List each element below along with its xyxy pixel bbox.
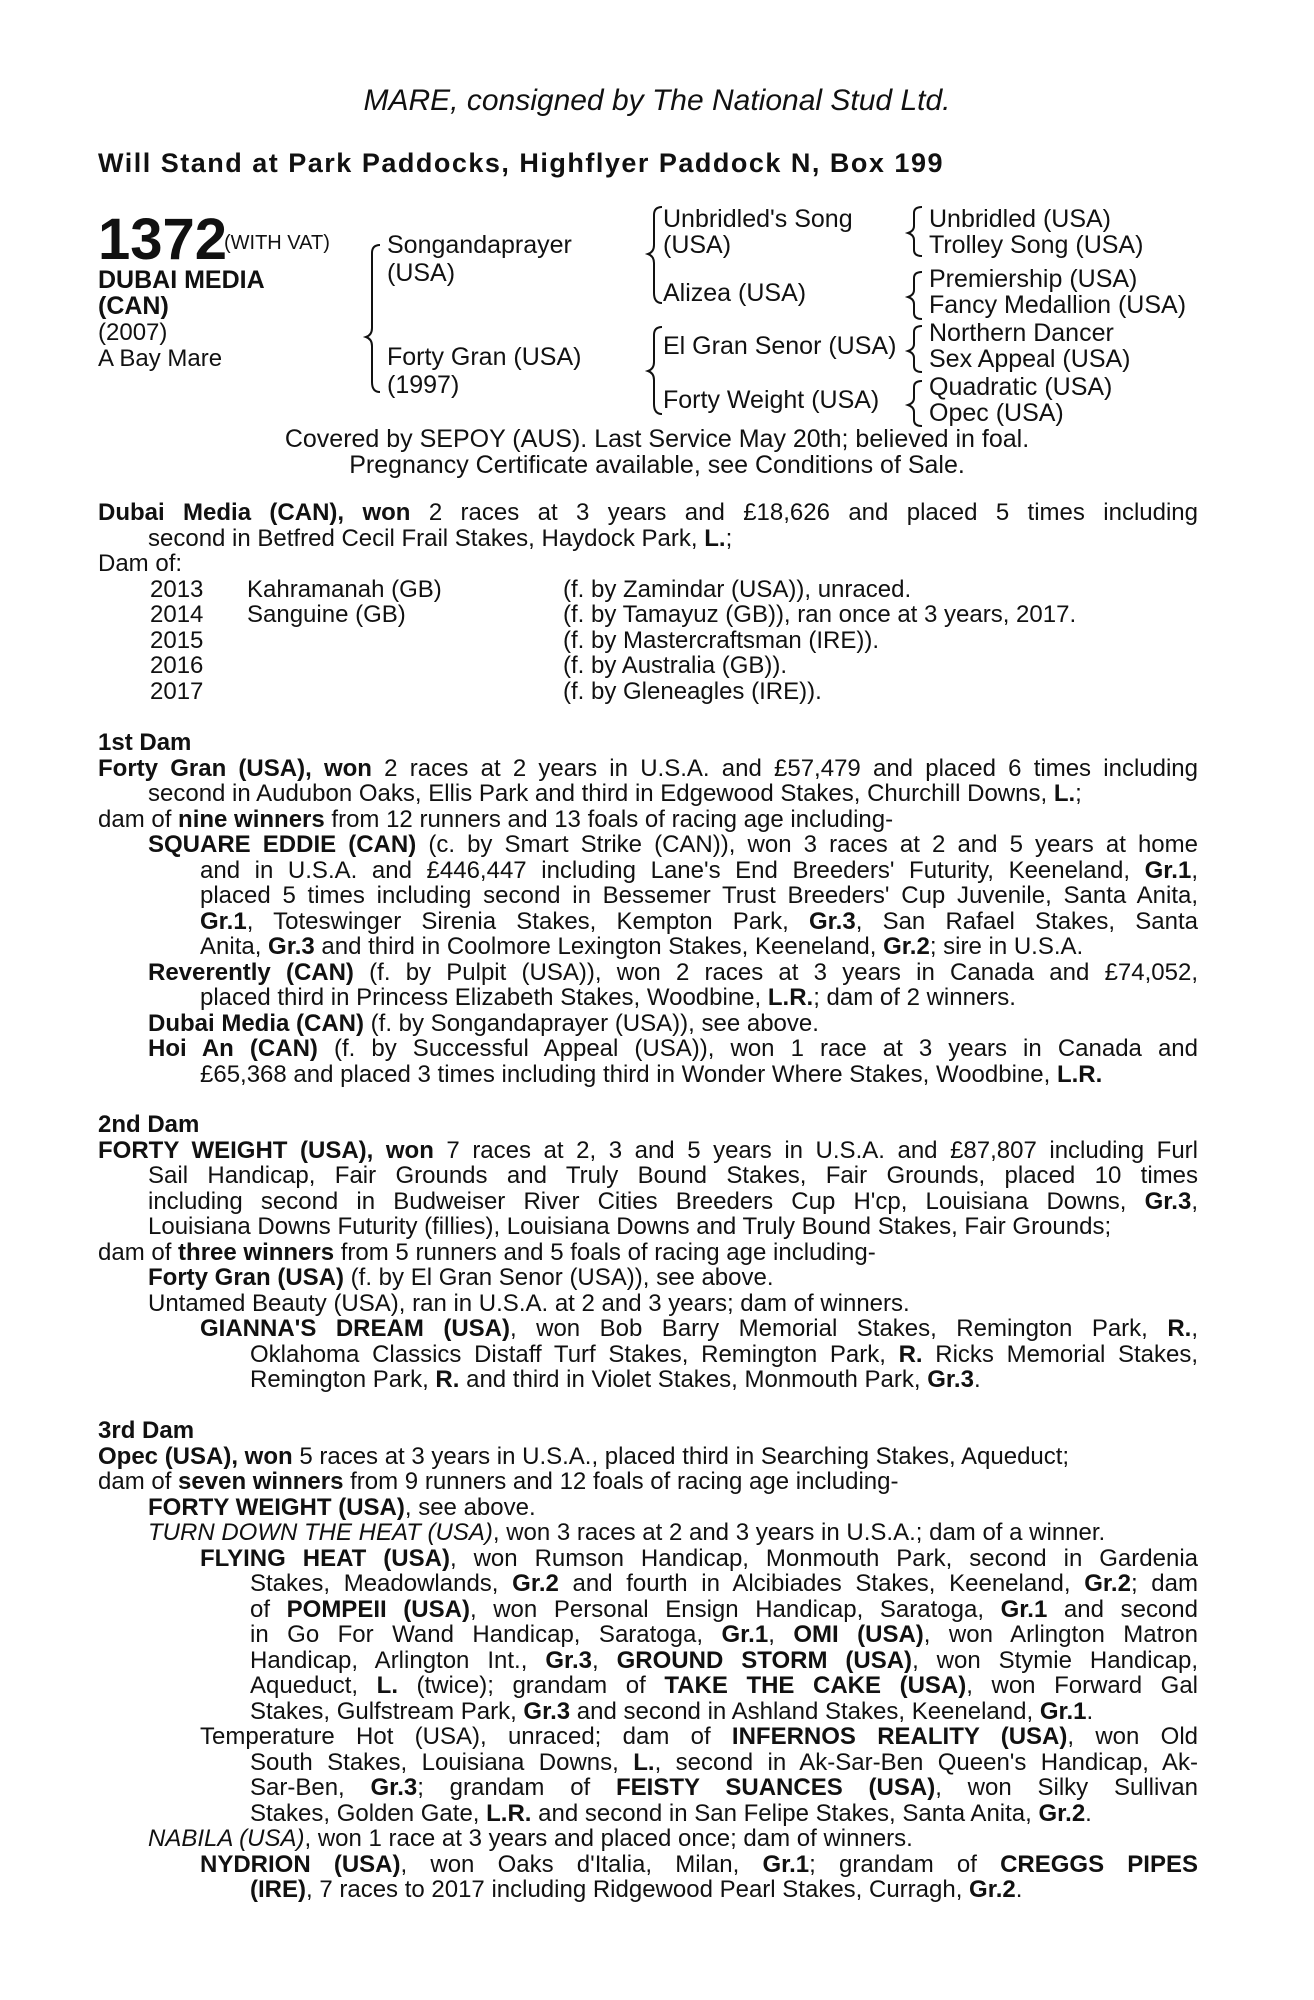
horse-year: (2007) [98,319,168,346]
dam3-line: Stakes, Meadowlands, Gr.2 and fourth in Alcibiades Stakes, Keeneland, Gr.2; dam [250,1570,1198,1597]
page-title: MARE, consigned by The National Stud Ltd. [363,84,951,117]
dam-of-label: Dam of: [98,550,183,577]
dam3-line: Aqueduct, L. (twice); grandam of TAKE THE CAKE (USA), won Forward Gal [250,1672,1199,1699]
produce-year: 2015 [150,627,204,654]
dam1-line: Hoi An (CAN) (f. by Successful Appeal (USA)), won 1 race at 3 years in Canada and [148,1035,1199,1062]
dam3-line: South Stakes, Louisiana Downs, L., second in Ak-Sar-Ben Queen's Handicap, Ak- [250,1749,1198,1776]
ggs-4: Quadratic (USA) [929,373,1113,401]
dam1-line: SQUARE EDDIE (CAN) (c. by Smart Strike (CAN)), won 3 races at 2 and 5 years at home [148,831,1198,858]
produce-year: 2014 [150,601,204,628]
dam1-line: placed third in Princess Elizabeth Stakes, Woodbine, L.R.; dam of 2 winners. [200,984,1016,1011]
dam2-line: dam of three winners from 5 runners and 5 foals of racing age including- [98,1239,876,1266]
ggs-3: Northern Dancer [929,319,1114,347]
dam-year: (1997) [387,371,460,399]
dam2-line: Sail Handicap, Fair Grounds and Truly Bound Stakes, Fair Grounds, placed 10 times [148,1162,1198,1189]
dam-sire: El Gran Senor (USA) [663,332,897,360]
dam1-line: Anita, Gr.3 and third in Coolmore Lexington Stakes, Keeneland, Gr.2; sire in U.S.A. [200,933,1084,960]
dam1-line: placed 5 times including second in Bessemer Trust Breeders' Cup Juvenile, Santa Anita, [200,882,1198,909]
sire-sire: Unbridled's Song [663,205,853,233]
ggd-2: Fancy Medallion (USA) [929,291,1187,319]
dam3-line: FLYING HEAT (USA), won Rumson Handicap, Monmouth Park, second in Gardenia [200,1545,1198,1572]
produce-note: (f. by Zamindar (USA)), unraced. [563,576,912,603]
produce-name: Kahramanah (GB) [247,576,442,603]
stand-location: Will Stand at Park Paddocks, Highflyer Paddock N, Box 199 [98,148,944,178]
dam3-line: of POMPEII (USA), won Personal Ensign Handicap, Saratoga, Gr.1 and second [250,1596,1198,1623]
dam1-line: Reverently (CAN) (f. by Pulpit (USA)), won 2 races at 3 years in Canada and £74,052, [148,959,1198,986]
dam3-line: TURN DOWN THE HEAT (USA), won 3 races at 2 and 3 years in U.S.A.; dam of a winner. [148,1519,1106,1546]
dam3-line: Sar-Ben, Gr.3; grandam of FEISTY SUANCES (USA), won Silky Sullivan [250,1774,1199,1801]
produce-year: 2017 [150,678,204,705]
sire-country: (USA) [387,259,456,287]
produce-year: 2013 [150,576,204,603]
dam1-line: second in Audubon Oaks, Ellis Park and third in Edgewood Stakes, Churchill Downs, L.; [148,780,1082,807]
ggd-4: Opec (USA) [929,399,1064,427]
dam1-line: Dubai Media (CAN) (f. by Songandaprayer (USA)), see above. [148,1010,819,1037]
produce-note: (f. by Gleneagles (IRE)). [563,678,822,705]
pregnancy-note: Pregnancy Certificate available, see Conditions of Sale. [349,451,965,479]
produce-note: (f. by Tamayuz (GB)), ran once at 3 years, 2017. [563,601,1077,628]
dam2-line: Louisiana Downs Futurity (fillies), Louisiana Downs and Truly Bound Stakes, Fair Grounds; [148,1213,1112,1240]
dam3-line: NABILA (USA), won 1 race at 3 years and placed once; dam of winners. [148,1825,913,1852]
dam1-line: £65,368 and placed 3 times including third in Wonder Where Stakes, Woodbine, L.R. [200,1061,1103,1088]
dam3-line: Stakes, Golden Gate, L.R. and second in San Felipe Stakes, Santa Anita, Gr.2. [250,1800,1092,1827]
dam3-line: FORTY WEIGHT (USA), see above. [148,1494,536,1521]
dam2-line: Forty Gran (USA) (f. by El Gran Senor (USA)), see above. [148,1264,774,1291]
dam1-line: and in U.S.A. and £446,447 including Lane's End Breeders' Futurity, Keeneland, Gr.1, [200,857,1198,884]
ggd-3: Sex Appeal (USA) [929,345,1131,373]
produce-note: (f. by Mastercraftsman (IRE)). [563,627,880,654]
ggs-1: Unbridled (USA) [929,205,1112,233]
intro-line: second in Betfred Cecil Frail Stakes, Haydock Park, L.; [148,525,733,552]
dam3-line: (IRE), 7 races to 2017 including Ridgewood Pearl Stakes, Curragh, Gr.2. [250,1876,1023,1903]
dam3-line: Handicap, Arlington Int., Gr.3, GROUND STORM (USA), won Stymie Handicap, [250,1647,1198,1674]
dam3-line: dam of seven winners from 9 runners and 12 foals of racing age including- [98,1468,899,1495]
horse-country: (CAN) [98,292,169,320]
produce-name: Sanguine (GB) [247,601,406,628]
dam3-line: in Go For Wand Handicap, Saratoga, Gr.1, OMI (USA), won Arlington Matron [250,1621,1199,1648]
lot-number: 1372 [98,207,228,272]
dam3-line: NYDRION (USA), won Oaks d'Italia, Milan, Gr.1; grandam of CREGGS PIPES [200,1851,1198,1878]
dam1-line: Gr.1, Toteswinger Sirenia Stakes, Kempton Park, Gr.3, San Rafael Stakes, Santa [200,908,1198,935]
covered-note: Covered by SEPOY (AUS). Last Service May 20th; believed in foal. [284,425,1030,453]
dam1-line: dam of nine winners from 12 runners and 13 foals of racing age including- [98,806,894,833]
dam2-line: FORTY WEIGHT (USA), won 7 races at 2, 3 and 5 years in U.S.A. and £87,807 including Furl [98,1137,1198,1164]
ggs-2: Premiership (USA) [929,265,1138,293]
vat-note: (WITH VAT) [224,232,330,254]
sire-sire-country: (USA) [663,231,732,259]
intro-line: Dubai Media (CAN), won 2 races at 3 years and £18,626 and placed 5 times including [98,499,1199,526]
section-heading-2nd-dam: 2nd Dam [98,1111,200,1138]
dam2-line: Untamed Beauty (USA), ran in U.S.A. at 2 and 3 years; dam of winners. [148,1290,910,1317]
dam-dam: Forty Weight (USA) [663,386,880,414]
ggd-1: Trolley Song (USA) [929,231,1144,259]
dam2-line: GIANNA'S DREAM (USA), won Bob Barry Memorial Stakes, Remington Park, R., [200,1315,1198,1342]
dam2-line: Oklahoma Classics Distaff Turf Stakes, Remington Park, R. Ricks Memorial Stakes, [250,1341,1198,1368]
sire-dam: Alizea (USA) [663,279,807,307]
sire-name: Songandaprayer [387,231,572,259]
horse-description: A Bay Mare [98,345,223,372]
dam3-line: Opec (USA), won 5 races at 3 years in U.S.A., placed third in Searching Stakes, Aqueduct; [98,1443,1070,1470]
produce-year: 2016 [150,652,204,679]
horse-name: DUBAI MEDIA [98,266,265,294]
dam1-line: Forty Gran (USA), won 2 races at 2 years in U.S.A. and £57,479 and placed 6 times including [98,755,1199,782]
dam-name: Forty Gran (USA) [387,343,582,371]
section-heading-1st-dam: 1st Dam [98,729,192,756]
dam2-line: Remington Park, R. and third in Violet Stakes, Monmouth Park, Gr.3. [250,1366,981,1393]
dam2-line: including second in Budweiser River Cities Breeders Cup H'cp, Louisiana Downs, Gr.3, [148,1188,1198,1215]
section-heading-3rd-dam: 3rd Dam [98,1417,195,1444]
produce-note: (f. by Australia (GB)). [563,652,788,679]
dam3-line: Temperature Hot (USA), unraced; dam of INFERNOS REALITY (USA), won Old [200,1723,1199,1750]
dam3-line: Stakes, Gulfstream Park, Gr.3 and second in Ashland Stakes, Keeneland, Gr.1. [250,1698,1094,1725]
